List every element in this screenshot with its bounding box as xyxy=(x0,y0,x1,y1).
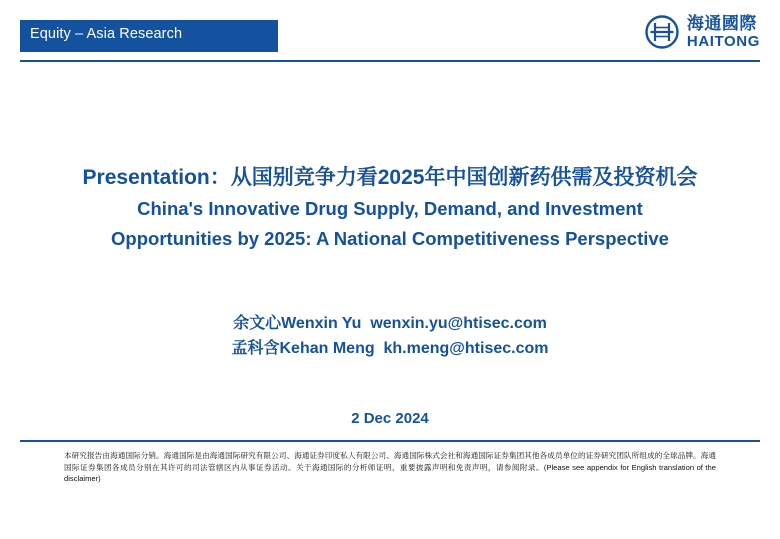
header-band-label: Equity – Asia Research xyxy=(30,26,183,42)
disclaimer-text xyxy=(64,450,716,485)
page-title-chinese: Presentation：从国别竞争力看2025年中国创新药供需及投资机会 xyxy=(82,166,698,189)
page-title-english-line1: China's Innovative Drug Supply, Demand, and Investment xyxy=(137,198,643,219)
logo-wordmark xyxy=(687,15,760,49)
presentation-date: 2 Dec 2024 xyxy=(351,410,429,427)
header-divider xyxy=(20,60,760,62)
author-entry-2: 孟科含Kehan Meng kh.meng@htisec.com xyxy=(231,340,549,357)
footer-divider xyxy=(20,440,760,442)
logo-english-name: HAITONG xyxy=(686,33,760,50)
author-list xyxy=(0,311,780,361)
header-band xyxy=(20,20,278,52)
page-title-english-line2: Opportunities by 2025: A National Competitiveness Perspective xyxy=(111,228,669,249)
title-block xyxy=(0,163,780,253)
haitong-circle-logo-icon xyxy=(644,14,680,50)
company-logo xyxy=(644,13,760,51)
logo-chinese-name: 海通國際 xyxy=(686,14,757,33)
author-entry-1: 余文心Wenxin Yu wenxin.yu@htisec.com xyxy=(233,315,547,332)
disclaimer-paragraph: 本研究报告由海通国际分销。海通国际是由海通国际研究有限公司、海通证券印度私人有限公司、海通国际株式会社和海通国际证券集团其他各成员单位的证券研究团队所组成的全球品牌。海通国际证券集团各成员分别在其许可的司法管辖区内从事证券活动。关于海通国际的分析师证明、重要披露声明和免责声明，请参阅附录。(Please see appendix for English translation of the disclaimer) xyxy=(64,451,716,484)
